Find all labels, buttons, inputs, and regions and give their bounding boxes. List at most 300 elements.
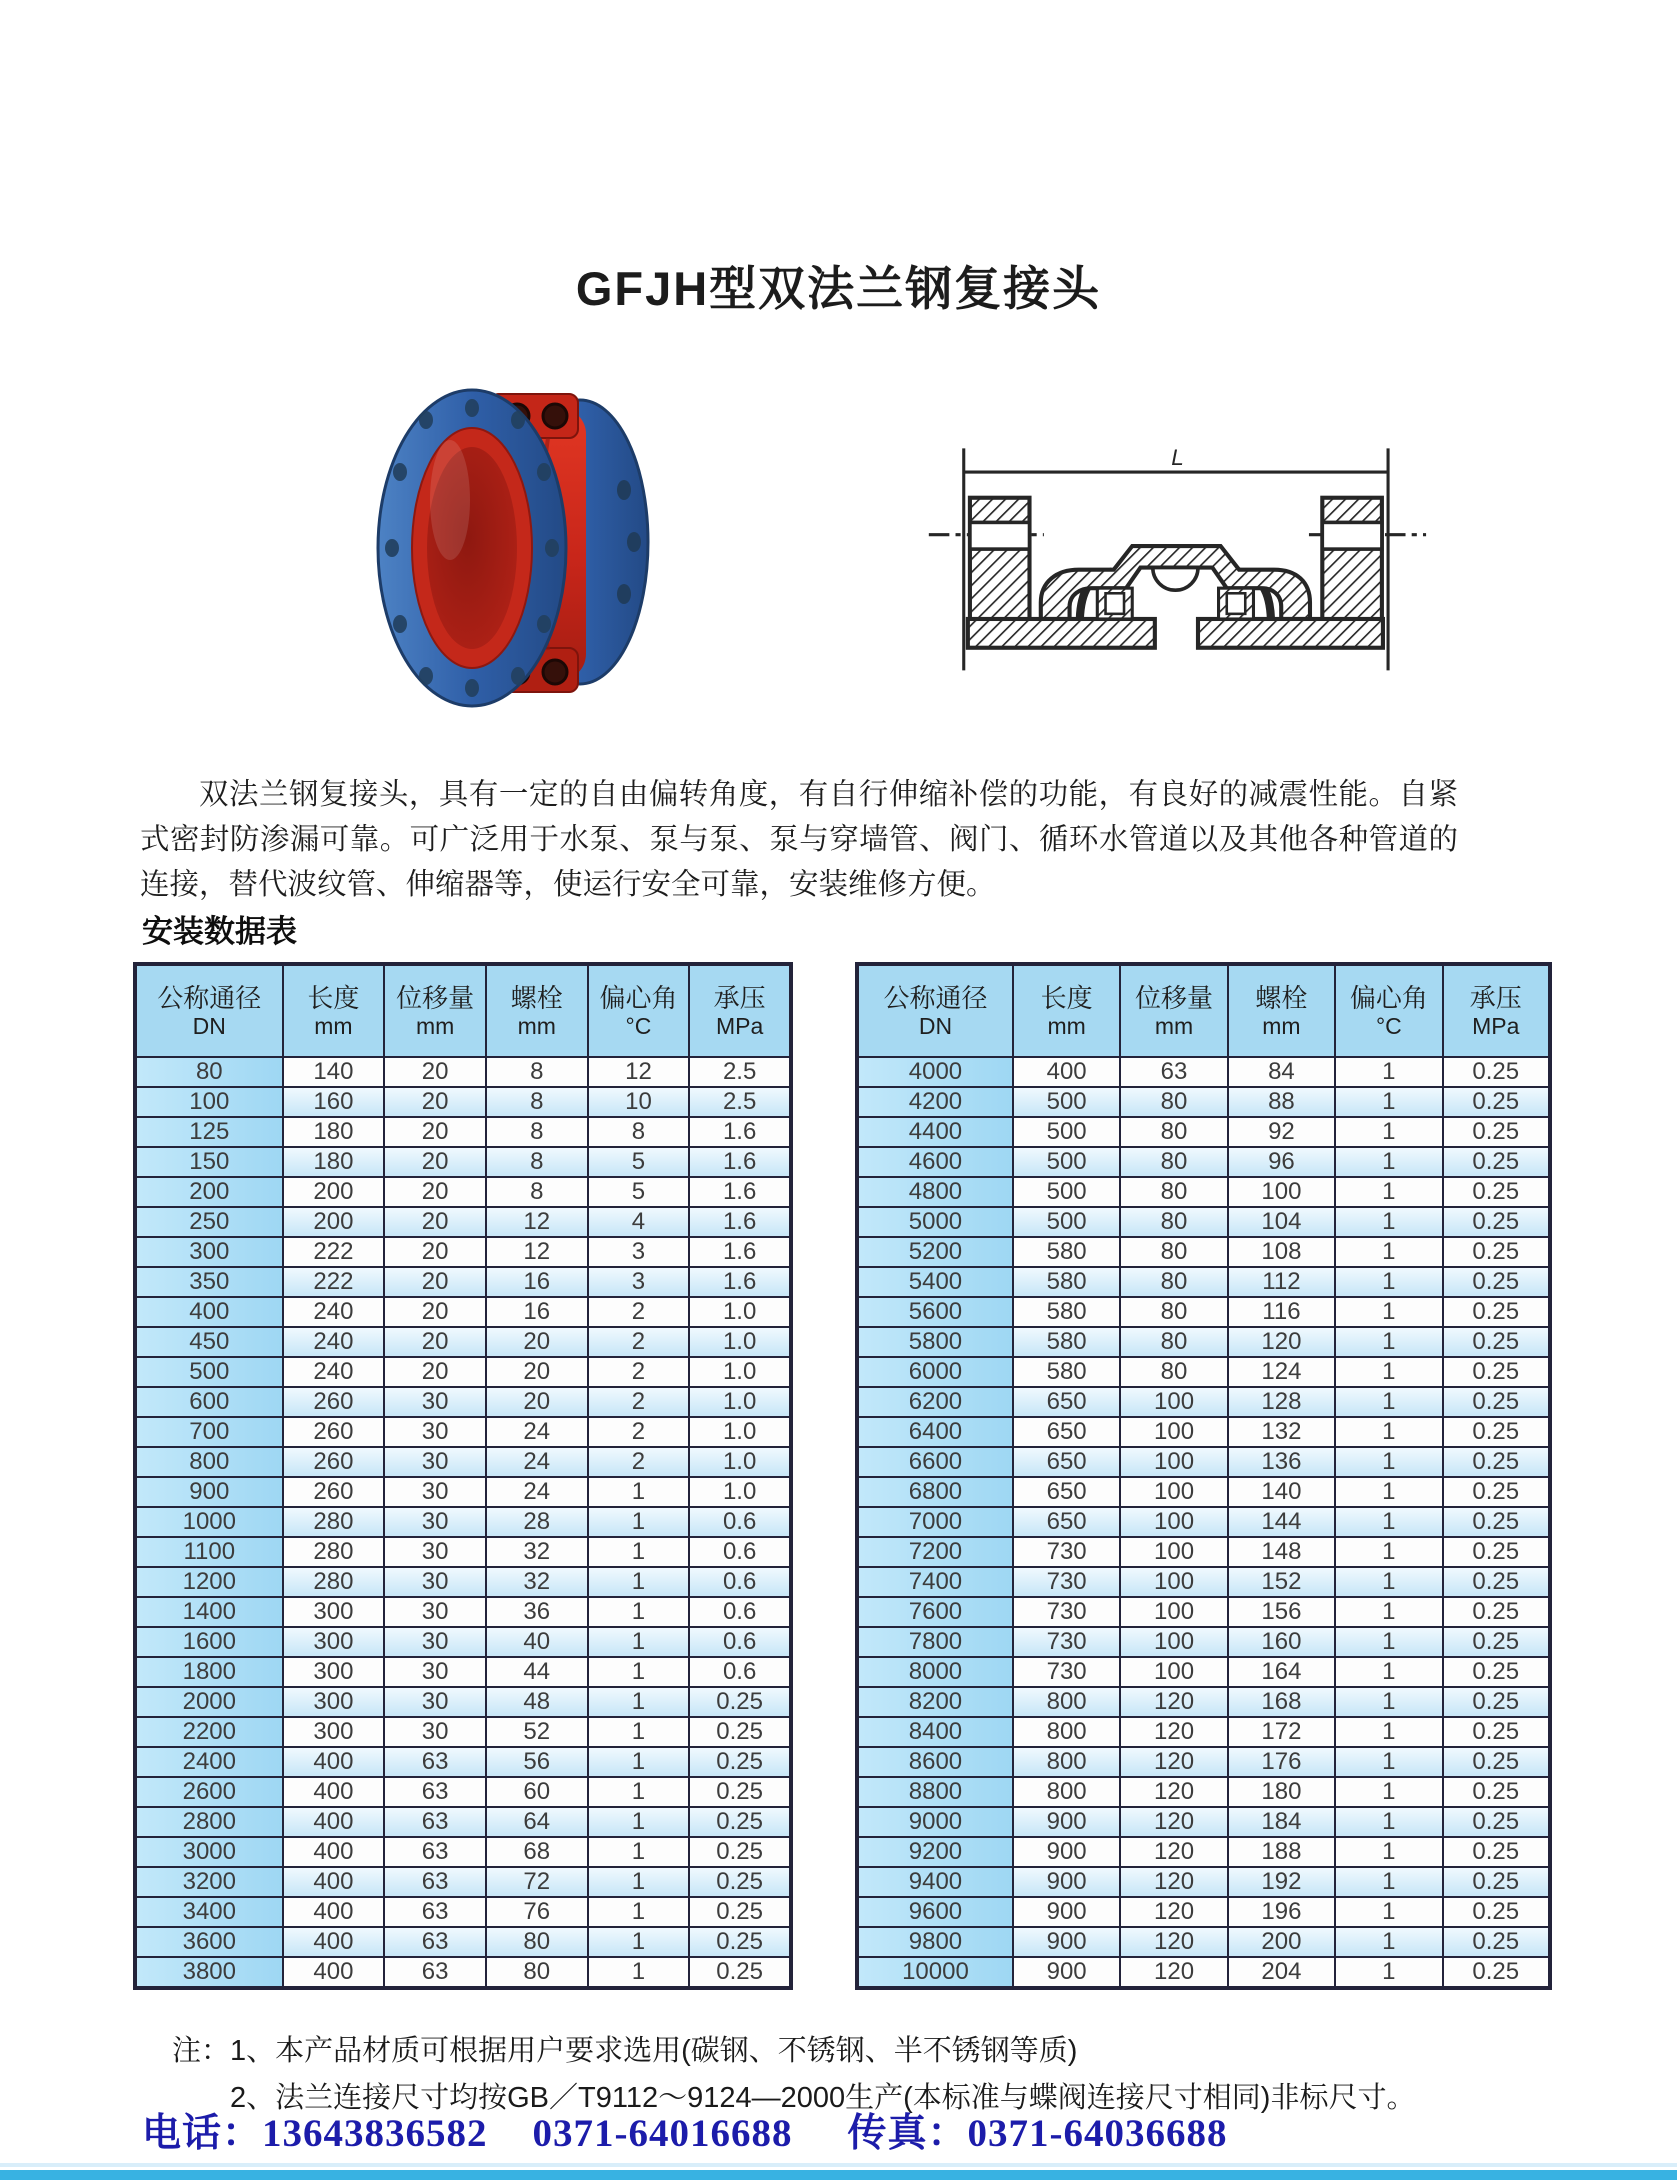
table-body bbox=[857, 1057, 1550, 1988]
dn-cell: 5800 bbox=[857, 1327, 1013, 1357]
data-cell: 80 bbox=[1120, 1267, 1227, 1297]
table-row bbox=[857, 1507, 1550, 1537]
column-header: 位移量 mm bbox=[384, 964, 486, 1057]
data-cell: 0.6 bbox=[689, 1657, 791, 1687]
data-cell: 20 bbox=[384, 1297, 486, 1327]
table-row bbox=[135, 1957, 791, 1988]
data-cell: 140 bbox=[1228, 1477, 1335, 1507]
data-cell: 1 bbox=[1335, 1597, 1442, 1627]
dn-cell: 3800 bbox=[135, 1957, 283, 1988]
data-cell: 1 bbox=[1335, 1147, 1442, 1177]
data-cell: 1 bbox=[588, 1927, 690, 1957]
data-cell: 0.25 bbox=[1443, 1507, 1550, 1537]
data-cell: 1.6 bbox=[689, 1237, 791, 1267]
dn-cell: 5600 bbox=[857, 1297, 1013, 1327]
data-cell: 30 bbox=[384, 1657, 486, 1687]
data-cell: 1.0 bbox=[689, 1477, 791, 1507]
dn-cell: 125 bbox=[135, 1117, 283, 1147]
data-cell: 0.6 bbox=[689, 1597, 791, 1627]
table-row bbox=[857, 1147, 1550, 1177]
data-cell: 1 bbox=[1335, 1057, 1442, 1087]
data-cell: 76 bbox=[486, 1897, 588, 1927]
data-cell: 144 bbox=[1228, 1507, 1335, 1537]
data-cell: 0.25 bbox=[1443, 1477, 1550, 1507]
dn-cell: 10000 bbox=[857, 1957, 1013, 1988]
table-row bbox=[857, 1357, 1550, 1387]
dn-cell: 3000 bbox=[135, 1837, 283, 1867]
data-cell: 63 bbox=[1120, 1057, 1227, 1087]
table-row bbox=[857, 1717, 1550, 1747]
data-cell: 0.25 bbox=[1443, 1627, 1550, 1657]
data-cell: 650 bbox=[1013, 1477, 1120, 1507]
data-cell: 1 bbox=[1335, 1177, 1442, 1207]
data-cell: 2 bbox=[588, 1417, 690, 1447]
column-header: 长度 mm bbox=[1013, 964, 1120, 1057]
table-row bbox=[135, 1087, 791, 1117]
table-row bbox=[135, 1417, 791, 1447]
dn-cell: 6000 bbox=[857, 1357, 1013, 1387]
dn-cell: 8800 bbox=[857, 1777, 1013, 1807]
table-row bbox=[135, 1207, 791, 1237]
dn-cell: 9600 bbox=[857, 1897, 1013, 1927]
data-cell: 24 bbox=[486, 1417, 588, 1447]
table-row bbox=[857, 1117, 1550, 1147]
dn-cell: 80 bbox=[135, 1057, 283, 1087]
table-row bbox=[135, 1267, 791, 1297]
table-row bbox=[857, 1927, 1550, 1957]
table-row bbox=[135, 1927, 791, 1957]
table-row bbox=[857, 1177, 1550, 1207]
dn-cell: 9800 bbox=[857, 1927, 1013, 1957]
data-cell: 800 bbox=[1013, 1687, 1120, 1717]
data-cell: 580 bbox=[1013, 1327, 1120, 1357]
dn-cell: 2600 bbox=[135, 1777, 283, 1807]
data-cell: 400 bbox=[1013, 1057, 1120, 1087]
data-cell: 2 bbox=[588, 1297, 690, 1327]
data-cell: 580 bbox=[1013, 1237, 1120, 1267]
data-cell: 172 bbox=[1228, 1717, 1335, 1747]
data-cell: 120 bbox=[1120, 1957, 1227, 1988]
table-row bbox=[135, 1597, 791, 1627]
data-cell: 0.25 bbox=[1443, 1327, 1550, 1357]
data-cell: 120 bbox=[1228, 1327, 1335, 1357]
data-cell: 300 bbox=[283, 1717, 385, 1747]
data-cell: 64 bbox=[486, 1807, 588, 1837]
dn-cell: 7400 bbox=[857, 1567, 1013, 1597]
data-cell: 20 bbox=[384, 1117, 486, 1147]
data-cell: 30 bbox=[384, 1537, 486, 1567]
note-label: 注： bbox=[172, 2035, 231, 2067]
dn-cell: 3200 bbox=[135, 1867, 283, 1897]
data-cell: 60 bbox=[486, 1777, 588, 1807]
data-cell: 0.25 bbox=[1443, 1177, 1550, 1207]
dn-cell: 4000 bbox=[857, 1057, 1013, 1087]
data-cell: 2.5 bbox=[689, 1087, 791, 1117]
data-cell: 140 bbox=[283, 1057, 385, 1087]
data-cell: 1 bbox=[588, 1777, 690, 1807]
data-cell: 20 bbox=[384, 1357, 486, 1387]
data-cell: 8 bbox=[486, 1147, 588, 1177]
data-cell: 1 bbox=[1335, 1777, 1442, 1807]
data-cell: 10 bbox=[588, 1087, 690, 1117]
data-cell: 1 bbox=[588, 1507, 690, 1537]
dn-cell: 7600 bbox=[857, 1597, 1013, 1627]
data-cell: 124 bbox=[1228, 1357, 1335, 1387]
table-row bbox=[135, 1447, 791, 1477]
table-header-row bbox=[135, 964, 791, 1057]
data-cell: 1 bbox=[1335, 1687, 1442, 1717]
data-cell: 0.25 bbox=[1443, 1837, 1550, 1867]
data-cell: 56 bbox=[486, 1747, 588, 1777]
dn-cell: 6200 bbox=[857, 1387, 1013, 1417]
data-cell: 188 bbox=[1228, 1837, 1335, 1867]
data-cell: 0.6 bbox=[689, 1537, 791, 1567]
table-row bbox=[857, 1657, 1550, 1687]
dn-cell: 7800 bbox=[857, 1627, 1013, 1657]
data-cell: 400 bbox=[283, 1837, 385, 1867]
data-cell: 116 bbox=[1228, 1297, 1335, 1327]
data-cell: 92 bbox=[1228, 1117, 1335, 1147]
data-cell: 2 bbox=[588, 1327, 690, 1357]
data-cell: 400 bbox=[283, 1807, 385, 1837]
data-cell: 100 bbox=[1120, 1537, 1227, 1567]
dn-cell: 6600 bbox=[857, 1447, 1013, 1477]
data-cell: 30 bbox=[384, 1447, 486, 1477]
header-row bbox=[857, 964, 1550, 1057]
table-row bbox=[857, 1567, 1550, 1597]
data-cell: 240 bbox=[283, 1327, 385, 1357]
data-cell: 5 bbox=[588, 1177, 690, 1207]
data-cell: 2 bbox=[588, 1387, 690, 1417]
data-cell: 63 bbox=[384, 1837, 486, 1867]
data-cell: 260 bbox=[283, 1477, 385, 1507]
data-cell: 192 bbox=[1228, 1867, 1335, 1897]
column-header: 长度 mm bbox=[283, 964, 385, 1057]
data-cell: 108 bbox=[1228, 1237, 1335, 1267]
header-row bbox=[135, 964, 791, 1057]
data-cell: 120 bbox=[1120, 1897, 1227, 1927]
data-cell: 30 bbox=[384, 1567, 486, 1597]
contact-line bbox=[0, 2102, 1677, 2158]
data-cell: 32 bbox=[486, 1567, 588, 1597]
data-cell: 1.0 bbox=[689, 1327, 791, 1357]
data-cell: 80 bbox=[1120, 1207, 1227, 1237]
data-cell: 20 bbox=[384, 1177, 486, 1207]
data-cell: 80 bbox=[1120, 1177, 1227, 1207]
table-row bbox=[857, 1837, 1550, 1867]
table-row bbox=[135, 1777, 791, 1807]
data-cell: 16 bbox=[486, 1267, 588, 1297]
data-cell: 80 bbox=[1120, 1327, 1227, 1357]
table-row bbox=[135, 1357, 791, 1387]
data-cell: 1.6 bbox=[689, 1207, 791, 1237]
table-row bbox=[135, 1327, 791, 1357]
data-cell: 120 bbox=[1120, 1837, 1227, 1867]
data-cell: 2 bbox=[588, 1447, 690, 1477]
data-cell: 63 bbox=[384, 1777, 486, 1807]
data-cell: 650 bbox=[1013, 1447, 1120, 1477]
data-cell: 148 bbox=[1228, 1537, 1335, 1567]
data-cell: 160 bbox=[1228, 1627, 1335, 1657]
data-cell: 120 bbox=[1120, 1747, 1227, 1777]
data-cell: 8 bbox=[486, 1057, 588, 1087]
data-cell: 1 bbox=[1335, 1087, 1442, 1117]
dn-cell: 4800 bbox=[857, 1177, 1013, 1207]
data-cell: 0.25 bbox=[1443, 1357, 1550, 1387]
data-cell: 0.25 bbox=[689, 1777, 791, 1807]
data-cell: 1.0 bbox=[689, 1447, 791, 1477]
data-cell: 1 bbox=[1335, 1627, 1442, 1657]
data-cell: 63 bbox=[384, 1867, 486, 1897]
data-cell: 120 bbox=[1120, 1777, 1227, 1807]
data-cell: 1 bbox=[588, 1897, 690, 1927]
data-cell: 0.25 bbox=[1443, 1297, 1550, 1327]
data-cell: 0.25 bbox=[689, 1837, 791, 1867]
data-cell: 0.6 bbox=[689, 1567, 791, 1597]
data-cell: 20 bbox=[384, 1237, 486, 1267]
dn-cell: 7000 bbox=[857, 1507, 1013, 1537]
data-cell: 132 bbox=[1228, 1417, 1335, 1447]
data-cell: 20 bbox=[384, 1147, 486, 1177]
data-cell: 156 bbox=[1228, 1597, 1335, 1627]
phone-label: 电话： bbox=[142, 2112, 263, 2155]
table-row bbox=[857, 1237, 1550, 1267]
dn-cell: 100 bbox=[135, 1087, 283, 1117]
data-cell: 30 bbox=[384, 1417, 486, 1447]
data-cell: 400 bbox=[283, 1927, 385, 1957]
dn-cell: 5200 bbox=[857, 1237, 1013, 1267]
table-row bbox=[135, 1627, 791, 1657]
data-cell: 300 bbox=[283, 1657, 385, 1687]
dn-cell: 3600 bbox=[135, 1927, 283, 1957]
data-cell: 52 bbox=[486, 1717, 588, 1747]
data-cell: 0.25 bbox=[689, 1867, 791, 1897]
data-cell: 900 bbox=[1013, 1957, 1120, 1988]
data-cell: 300 bbox=[283, 1597, 385, 1627]
data-cell: 0.25 bbox=[689, 1807, 791, 1837]
data-cell: 1 bbox=[588, 1657, 690, 1687]
dn-cell: 250 bbox=[135, 1207, 283, 1237]
table-row bbox=[857, 1267, 1550, 1297]
product-photo-graphic bbox=[372, 380, 650, 708]
data-cell: 20 bbox=[384, 1267, 486, 1297]
data-cell: 36 bbox=[486, 1597, 588, 1627]
dn-cell: 1100 bbox=[135, 1537, 283, 1567]
dn-cell: 9400 bbox=[857, 1867, 1013, 1897]
table-row bbox=[135, 1057, 791, 1087]
note-item-2: 2、法兰连接尺寸均按GB／T9112～9124—2000生产(本标准与蝶阀连接尺寸相同)非标尺寸。 bbox=[230, 2082, 1416, 2114]
column-header: 螺栓 mm bbox=[1228, 964, 1335, 1057]
dn-cell: 4600 bbox=[857, 1147, 1013, 1177]
data-cell: 100 bbox=[1228, 1177, 1335, 1207]
data-cell: 0.25 bbox=[689, 1897, 791, 1927]
column-header: 公称通径 DN bbox=[857, 964, 1013, 1057]
note-line-1 bbox=[172, 2028, 1415, 2075]
data-cell: 40 bbox=[486, 1627, 588, 1657]
data-cell: 44 bbox=[486, 1657, 588, 1687]
dn-cell: 1400 bbox=[135, 1597, 283, 1627]
data-cell: 30 bbox=[384, 1597, 486, 1627]
data-cell: 120 bbox=[1120, 1867, 1227, 1897]
table-row bbox=[857, 1417, 1550, 1447]
dn-cell: 4200 bbox=[857, 1087, 1013, 1117]
data-cell: 1 bbox=[1335, 1447, 1442, 1477]
data-cell: 100 bbox=[1120, 1627, 1227, 1657]
data-cell: 280 bbox=[283, 1537, 385, 1567]
data-cell: 30 bbox=[384, 1627, 486, 1657]
data-cell: 63 bbox=[384, 1747, 486, 1777]
data-cell: 100 bbox=[1120, 1447, 1227, 1477]
data-cell: 0.25 bbox=[1443, 1777, 1550, 1807]
data-cell: 1 bbox=[1335, 1657, 1442, 1687]
fax-number: 0371-64036688 bbox=[967, 2112, 1228, 2155]
data-cell: 580 bbox=[1013, 1357, 1120, 1387]
data-cell: 240 bbox=[283, 1297, 385, 1327]
data-cell: 1 bbox=[1335, 1117, 1442, 1147]
page-title: GFJH型双法兰钢复接头 bbox=[575, 262, 1102, 315]
dn-cell: 8000 bbox=[857, 1657, 1013, 1687]
data-cell: 1 bbox=[1335, 1477, 1442, 1507]
table-row bbox=[135, 1477, 791, 1507]
data-cell: 12 bbox=[486, 1207, 588, 1237]
data-cell: 900 bbox=[1013, 1867, 1120, 1897]
data-cell: 20 bbox=[384, 1087, 486, 1117]
data-cell: 176 bbox=[1228, 1747, 1335, 1777]
column-header: 偏心角 °C bbox=[1335, 964, 1442, 1057]
table-row bbox=[857, 1867, 1550, 1897]
data-cell: 300 bbox=[283, 1627, 385, 1657]
dn-cell: 800 bbox=[135, 1447, 283, 1477]
data-cell: 0.25 bbox=[1443, 1747, 1550, 1777]
dn-cell: 900 bbox=[135, 1477, 283, 1507]
data-cell: 280 bbox=[283, 1567, 385, 1597]
data-cell: 0.25 bbox=[1443, 1237, 1550, 1267]
dn-cell: 8600 bbox=[857, 1747, 1013, 1777]
data-cell: 0.25 bbox=[1443, 1267, 1550, 1297]
data-cell: 2 bbox=[588, 1357, 690, 1387]
table-row bbox=[135, 1537, 791, 1567]
data-cell: 1 bbox=[588, 1567, 690, 1597]
data-cell: 3 bbox=[588, 1267, 690, 1297]
data-cell: 160 bbox=[283, 1087, 385, 1117]
data-cell: 120 bbox=[1120, 1687, 1227, 1717]
table-row bbox=[857, 1087, 1550, 1117]
data-cell: 28 bbox=[486, 1507, 588, 1537]
data-cell: 30 bbox=[384, 1387, 486, 1417]
data-cell: 1 bbox=[1335, 1807, 1442, 1837]
data-cell: 1 bbox=[1335, 1387, 1442, 1417]
dn-cell: 6400 bbox=[857, 1417, 1013, 1447]
dn-cell: 2400 bbox=[135, 1747, 283, 1777]
data-cell: 0.25 bbox=[689, 1957, 791, 1988]
data-cell: 1.6 bbox=[689, 1177, 791, 1207]
phone-number-2: 0371-64016688 bbox=[532, 2112, 793, 2155]
data-cell: 80 bbox=[1120, 1297, 1227, 1327]
data-cell: 400 bbox=[283, 1777, 385, 1807]
data-cell: 20 bbox=[384, 1327, 486, 1357]
data-cell: 30 bbox=[384, 1507, 486, 1537]
data-cell: 180 bbox=[1228, 1777, 1335, 1807]
data-cell: 0.25 bbox=[1443, 1717, 1550, 1747]
data-cell: 1 bbox=[588, 1477, 690, 1507]
data-cell: 100 bbox=[1120, 1657, 1227, 1687]
dimension-label: L bbox=[1171, 444, 1184, 470]
data-cell: 1 bbox=[588, 1717, 690, 1747]
data-cell: 0.6 bbox=[689, 1507, 791, 1537]
column-header: 偏心角 °C bbox=[588, 964, 690, 1057]
data-cell: 400 bbox=[283, 1957, 385, 1988]
data-cell: 1.0 bbox=[689, 1417, 791, 1447]
table-row bbox=[135, 1387, 791, 1417]
data-cell: 8 bbox=[486, 1177, 588, 1207]
table-row bbox=[857, 1957, 1550, 1988]
footer-bar bbox=[0, 2170, 1677, 2180]
data-cell: 80 bbox=[1120, 1237, 1227, 1267]
table-row bbox=[857, 1807, 1550, 1837]
table-row bbox=[135, 1837, 791, 1867]
data-cell: 0.25 bbox=[1443, 1147, 1550, 1177]
table-row bbox=[135, 1567, 791, 1597]
dn-cell: 9000 bbox=[857, 1807, 1013, 1837]
data-cell: 184 bbox=[1228, 1807, 1335, 1837]
data-cell: 1 bbox=[1335, 1927, 1442, 1957]
data-cell: 0.25 bbox=[689, 1717, 791, 1747]
data-cell: 650 bbox=[1013, 1417, 1120, 1447]
dn-cell: 8400 bbox=[857, 1717, 1013, 1747]
install-data-table-right bbox=[855, 962, 1552, 1990]
data-cell: 84 bbox=[1228, 1057, 1335, 1087]
dn-cell: 200 bbox=[135, 1177, 283, 1207]
data-cell: 900 bbox=[1013, 1897, 1120, 1927]
data-cell: 650 bbox=[1013, 1507, 1120, 1537]
data-cell: 200 bbox=[283, 1207, 385, 1237]
dn-cell: 4400 bbox=[857, 1117, 1013, 1147]
data-cell: 280 bbox=[283, 1507, 385, 1537]
data-cell: 900 bbox=[1013, 1837, 1120, 1867]
data-cell: 5 bbox=[588, 1147, 690, 1177]
column-header: 承压 MPa bbox=[1443, 964, 1550, 1057]
data-cell: 20 bbox=[486, 1387, 588, 1417]
dn-cell: 500 bbox=[135, 1357, 283, 1387]
table-row bbox=[857, 1687, 1550, 1717]
data-cell: 8 bbox=[486, 1087, 588, 1117]
data-cell: 100 bbox=[1120, 1417, 1227, 1447]
data-cell: 1.0 bbox=[689, 1297, 791, 1327]
data-cell: 12 bbox=[486, 1237, 588, 1267]
data-cell: 1 bbox=[588, 1747, 690, 1777]
dn-cell: 1600 bbox=[135, 1627, 283, 1657]
column-header: 公称通径 DN bbox=[135, 964, 283, 1057]
data-cell: 500 bbox=[1013, 1087, 1120, 1117]
data-cell: 4 bbox=[588, 1207, 690, 1237]
data-cell: 0.25 bbox=[689, 1927, 791, 1957]
dn-cell: 400 bbox=[135, 1297, 283, 1327]
dn-cell: 2000 bbox=[135, 1687, 283, 1717]
data-cell: 68 bbox=[486, 1837, 588, 1867]
data-cell: 20 bbox=[384, 1057, 486, 1087]
data-cell: 1.6 bbox=[689, 1267, 791, 1297]
table-row bbox=[135, 1507, 791, 1537]
data-cell: 1 bbox=[1335, 1567, 1442, 1597]
data-cell: 0.25 bbox=[1443, 1867, 1550, 1897]
data-cell: 100 bbox=[1120, 1597, 1227, 1627]
table-row bbox=[857, 1597, 1550, 1627]
data-cell: 164 bbox=[1228, 1657, 1335, 1687]
table-row bbox=[857, 1537, 1550, 1567]
data-cell: 0.25 bbox=[1443, 1447, 1550, 1477]
dn-cell: 3400 bbox=[135, 1897, 283, 1927]
data-cell: 120 bbox=[1120, 1807, 1227, 1837]
